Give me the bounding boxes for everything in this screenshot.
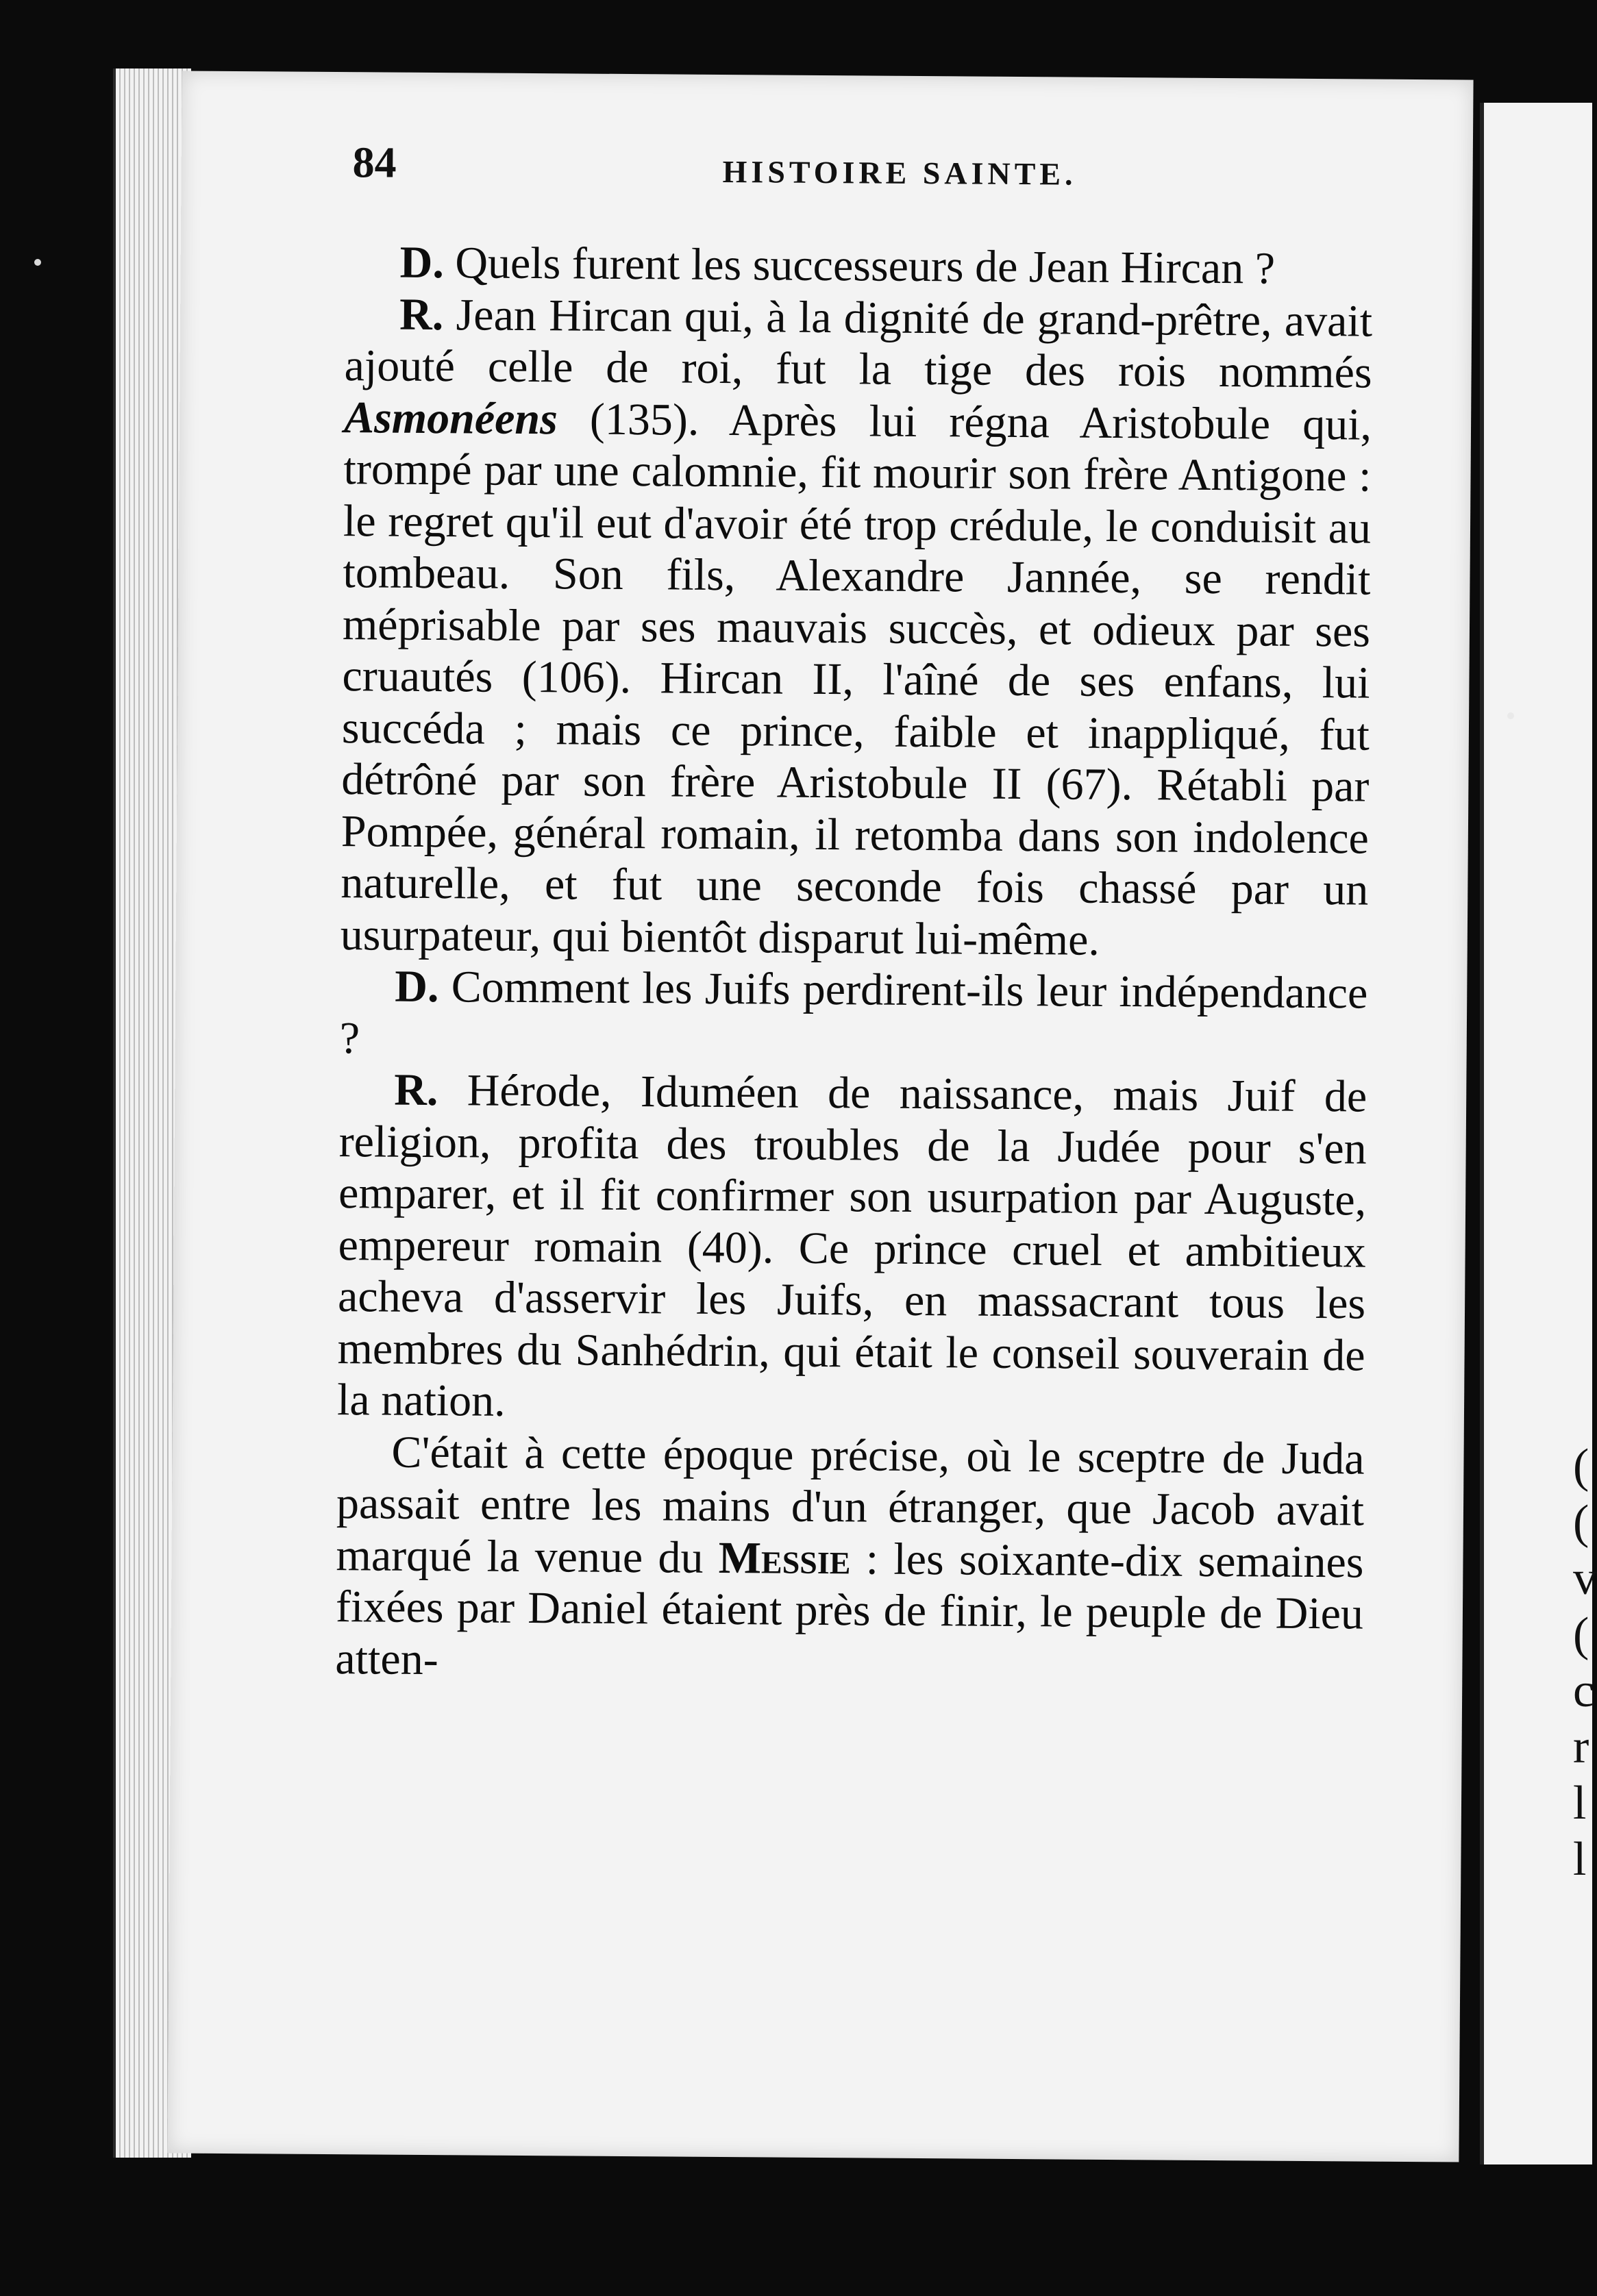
facing-page-edge — [1480, 103, 1597, 2164]
page-header — [352, 137, 1367, 199]
answer-marker: R. — [399, 289, 444, 340]
book-page — [167, 71, 1473, 2162]
answer-paragraph — [341, 288, 1373, 968]
question-text: Quels furent les successeurs de Jean Hircan ? — [455, 238, 1276, 294]
question-paragraph — [340, 960, 1368, 1071]
dust-speck — [1507, 712, 1514, 719]
narrative-text-before: C'était à cette époque précise, où le sceptre de Juda passait entre les mains d'un étranger, que Jacob avait marqué la venue du — [336, 1427, 1365, 1583]
dust-speck — [34, 259, 41, 266]
facing-page-fragments: ( ( v ( c r l l — [1573, 1440, 1597, 1886]
answer-text-after: (135). Après lui régna Aristobule qui, trompé par une calomnie, fit mourir son frère Antigone : le regret qu'il eut d'avoir été trop crédule, le conduisit au tombeau. Son fils, Alexandre Jannée, se rendit méprisable par ses mauvais succès, et odieux par ses cruautés (106). Hircan II, l'aîné de ses enfans, lui succéda ; mais ce prince, faible et inappliqué, fut détrôné par son frère Aristobule II (67). Rétabli par Pompée, général romain, il retomba dans son indolence naturelle, et fut une seconde fois chassé par un usurpateur, qui bientôt disparut lui-même. — [340, 394, 1372, 965]
narrative-text-after: : les soixante-dix semaines fixées par Daniel étaient près de finir, le peuple de Dieu atten- — [335, 1533, 1364, 1684]
page-number: 84 — [352, 138, 397, 187]
question-text: Comment les Juifs perdirent-ils leur indépendance ? — [339, 962, 1368, 1063]
answer-text: Hérode, Iduméen de naissance, mais Juif de religion, profita des troubles de la Judée pour s'en emparer, et il fit confirmer son usurpation par Auguste, empereur romain (40). Ce prince cruel et ambitieux acheva d'asservir les Juifs, en massacrant tous les membres du Sanhédrin, qui était le conseil souverain de la nation. — [336, 1065, 1367, 1426]
body-text — [335, 236, 1373, 1691]
answer-marker: R. — [394, 1064, 438, 1116]
messie-smallcaps: Messie — [718, 1532, 851, 1584]
question-marker: D. — [399, 237, 445, 288]
answer-text-before: Jean Hircan qui, à la dignité de grand-prêtre, avait ajouté celle de roi, fut la tige des rois nommés — [344, 289, 1373, 398]
question-paragraph — [345, 236, 1372, 295]
running-title: HISTOIRE SAINTE. — [722, 153, 1077, 192]
answer-emphasis: Asmonéens — [343, 392, 558, 444]
question-marker: D. — [395, 961, 439, 1012]
answer-paragraph — [337, 1064, 1367, 1433]
narrative-paragraph — [335, 1426, 1365, 1692]
